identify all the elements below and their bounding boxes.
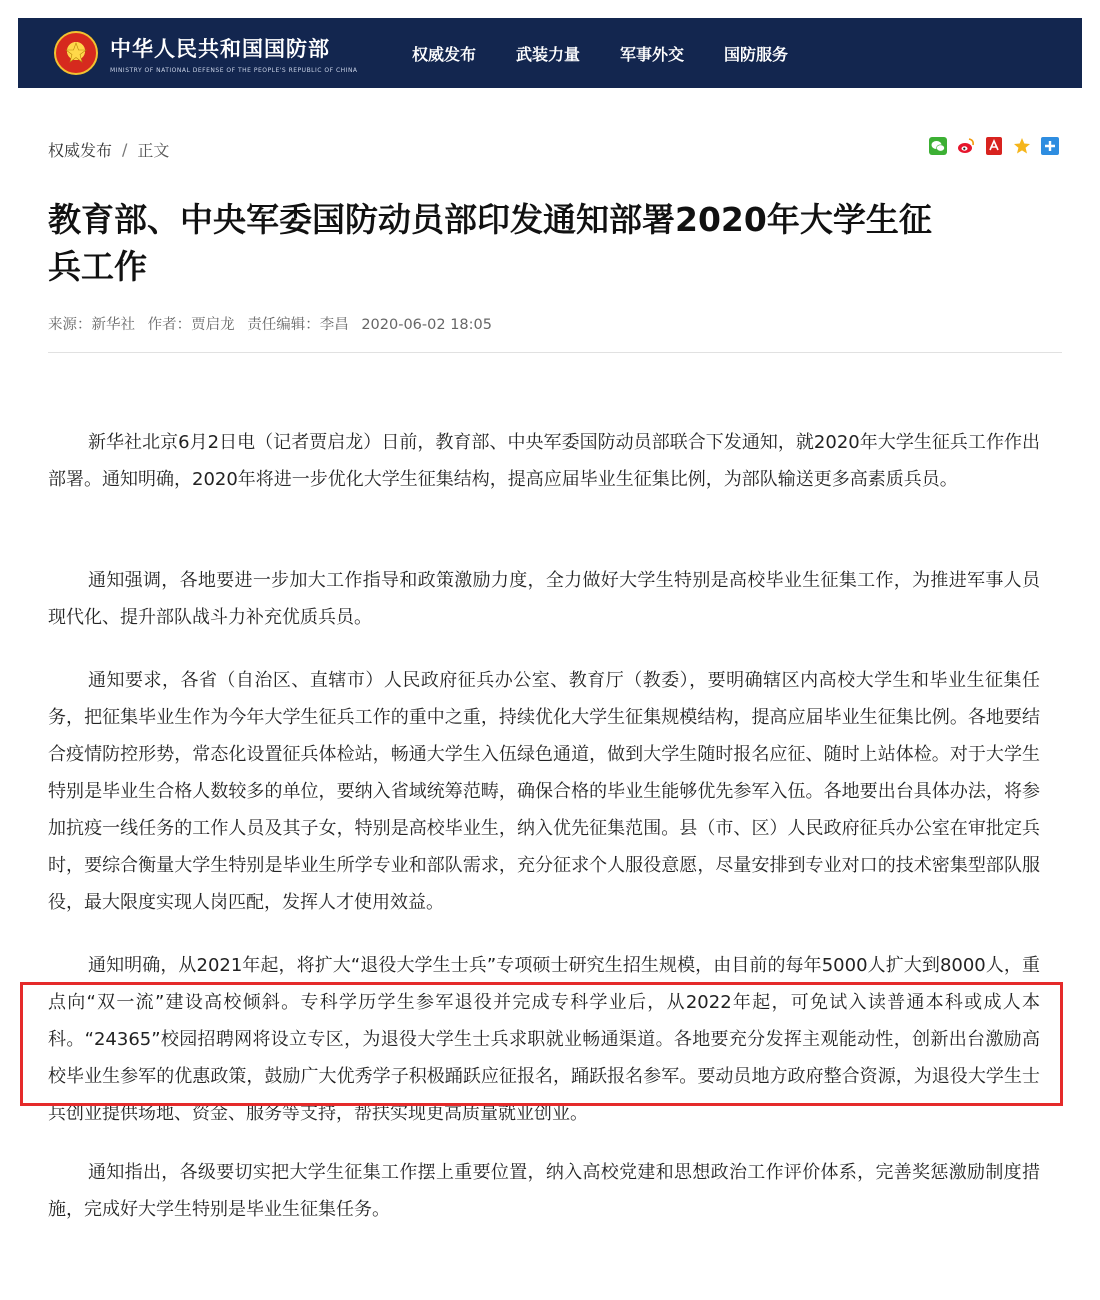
pdf-icon[interactable] [984,136,1004,156]
highlight-box [20,982,1063,1106]
plus-share-icon[interactable] [1040,136,1060,156]
article-datetime: 2020-06-02 18:05 [361,317,492,333]
nav-item-military-diplomacy[interactable]: 军事外交 [620,44,685,64]
article-paragraph: 通知要求，各省（自治区、直辖市）人民政府征兵办公室、教育厅（教委），要明确辖区内高校大学生和毕业生征集任务，把征集毕业生作为今年大学生征兵工作的重中之重，持续优化大学生征集规模结构，提高应届毕业生征集比例。各地要结合疫情防控形势，常态化设置征兵体检站，畅通大学生入伍绿色通道，做到大学生随时报名应征、随时上站体检。对于大学生特别是毕业生合格人数较多的单位，要纳入省域统筹范畴，确保合格的毕业生能够优先参军入伍。各地要出台具体办法，将参加抗疫一线任务的工作人员及其子女，特别是高校毕业生，纳入优先征集范围。县（市、区）人民政府征兵办公室在审批定兵时，要综合衡量大学生特别是毕业生所学专业和部队需求，充分征求个人服役意愿，尽量安排到专业对口的技术密集型部队服役，最大限度实现人岗匹配，发挥人才使用效益。 [48,670,1040,913]
article-paragraph: 通知指出，各级要切实把大学生征集工作摆上重要位置，纳入高校党建和思想政治工作评价体系，完善奖惩激励制度措施，完成好大学生特别是毕业生征集任务。 [48,1162,1040,1220]
site-name-english: MINISTRY OF NATIONAL DEFENSE OF THE PEOPLE'S REPUBLIC OF CHINA [110,66,358,74]
breadcrumb-current: 正文 [137,141,170,160]
breadcrumb-separator: / [122,140,128,159]
article-editor: 责任编辑：李昌 [247,317,349,333]
weibo-icon[interactable] [956,136,976,156]
title-divider [48,352,1062,353]
national-emblem-icon [54,31,98,75]
breadcrumb [48,138,169,161]
article-source: 来源：新华社 [48,317,135,333]
article-meta [48,313,500,334]
share-toolbar [920,136,1060,156]
article-title: 教育部、中央军委国防动员部印发通知部署2020年大学生征兵工作 [48,200,932,286]
site-name: 中华人民共和国国防部 [110,35,330,61]
article-paragraph: 通知明确，从2021年起，将扩大“退役大学生士兵”专项硕士研究生招生规模，由目前的每年5000人扩大到8000人，重点向“双一流”建设高校倾斜。专科学历学生参军退役并完成专科学业后，从2022年起，可免试入读普通本科或成人本科。“24365”校园招聘网将设立专区，为退役大学生士兵求职就业畅通渠道。各地要充分发挥主观能动性，创新出台激励高校毕业生参军的优惠政策，鼓励广大优秀学子积极踊跃应征报名，踊跃报名参军。要动员地方政府整合资源，为退役大学生士兵创业提供场地、资金、服务等支持，帮扶实现更高质量就业创业。 [48,955,1040,1124]
article-paragraph: 新华社北京6月2日电（记者贾启龙）日前，教育部、中央军委国防动员部联合下发通知，就2020年大学生征兵工作作出部署。通知明确，2020年将进一步优化大学生征集结构，提高应届毕业生征集比例，为部队输送更多高素质兵员。 [48,432,1040,490]
site-header [18,18,1082,88]
breadcrumb-home-link[interactable]: 权威发布 [48,141,113,160]
site-logo[interactable] [54,31,374,75]
article-body [48,424,1040,1228]
nav-item-defense-services[interactable]: 国防服务 [724,44,789,64]
nav-item-armed-forces[interactable]: 武装力量 [516,44,581,64]
article-author: 作者：贾启龙 [147,317,235,333]
wechat-icon[interactable] [928,136,948,156]
main-nav [412,42,828,65]
nav-item-authoritative-release[interactable]: 权威发布 [412,44,477,64]
favorite-star-icon[interactable] [1012,136,1032,156]
article-paragraph: 通知强调，各地要进一步加大工作指导和政策激励力度，全力做好大学生特别是高校毕业生征集工作，为推进军事人员现代化、提升部队战斗力补充优质兵员。 [48,570,1040,628]
